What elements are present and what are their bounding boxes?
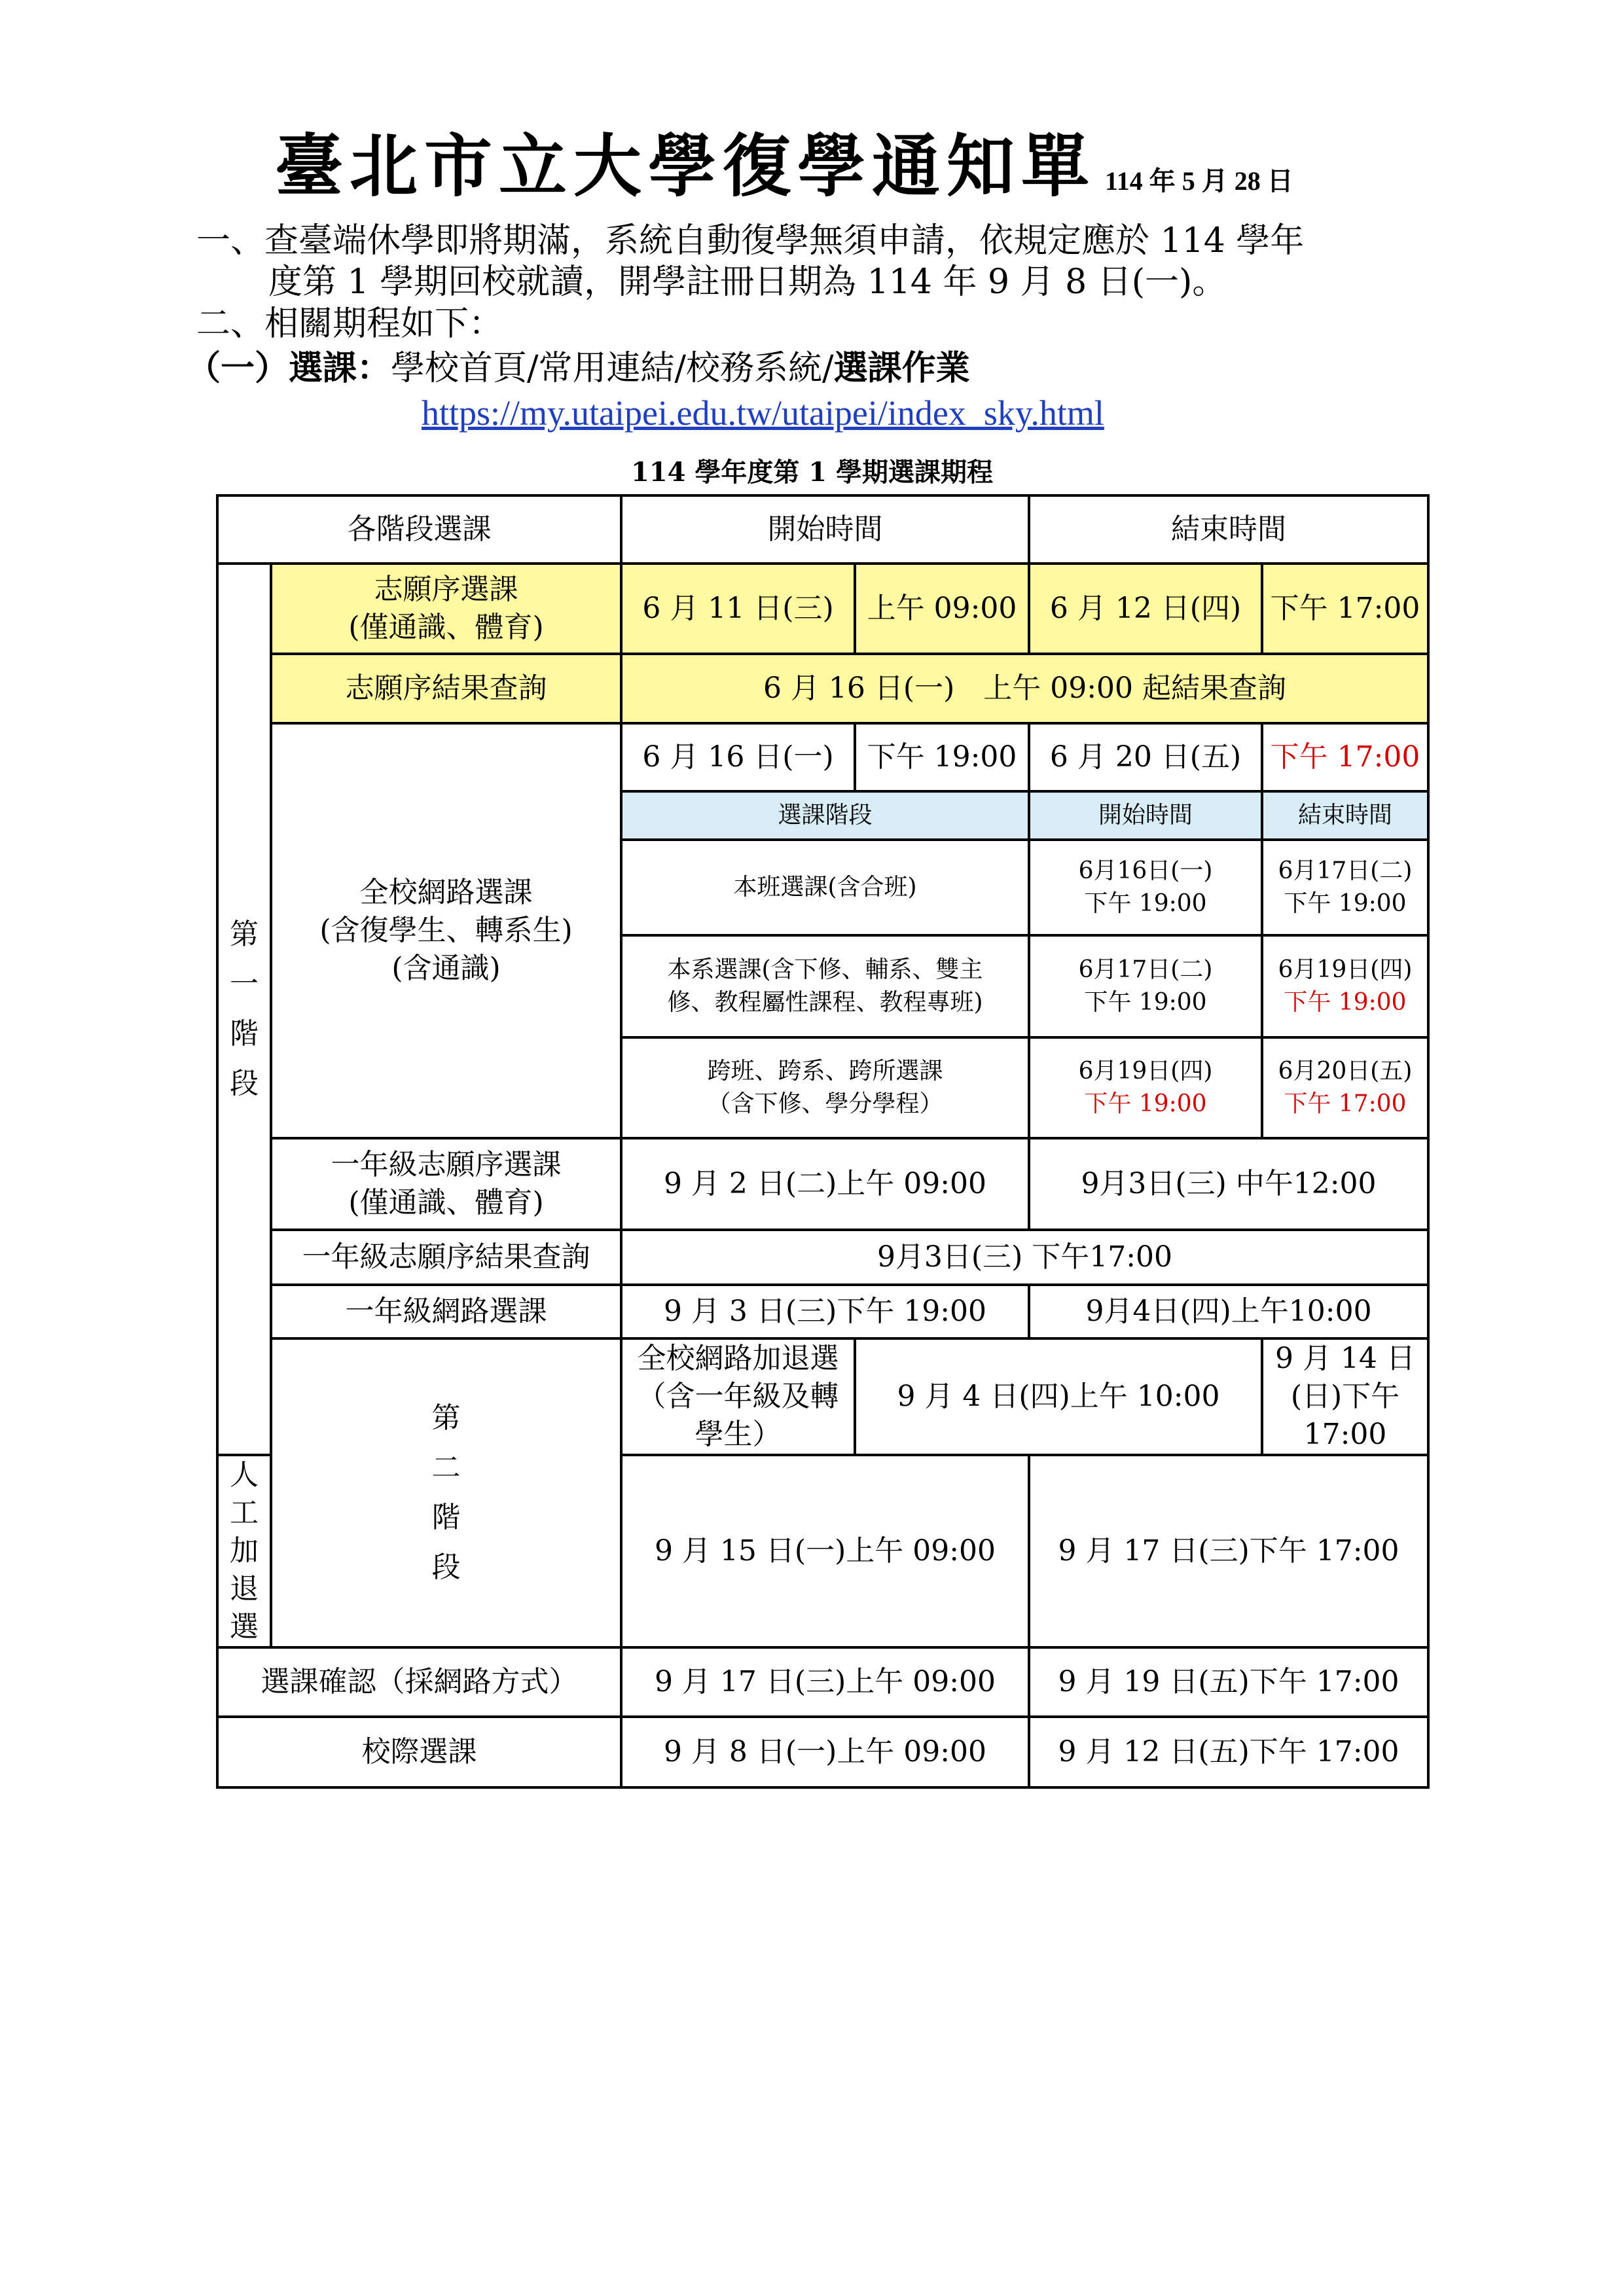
r5-label: 一年級志願序結果查詢 [271,1230,621,1285]
r7-start: 9 月 4 日(四)上午 10:00 [855,1338,1262,1455]
table-row [217,1285,1428,1338]
r6-end: 9月4日(四)上午10:00 [1029,1285,1428,1338]
s3-start-time: 下午 19:00 [1084,1090,1207,1117]
r6-label: 一年級網路選課 [271,1285,621,1338]
table-row [217,495,1428,564]
r3-start-date: 6 月 16 日(一) [621,723,855,791]
item3-bold: 選課作業 [833,348,970,388]
header-stage: 各階段選課 [217,495,621,564]
table-row [217,723,1428,791]
item3-path: 學校首頁/常用連結/校務系統/ [391,349,834,388]
table-title: 114 學年度第 1 學期選課期程 [630,457,994,488]
s2-end-time: 下午 19:00 [1284,989,1407,1016]
r10-label: 校際選課 [217,1717,621,1787]
page-title: 臺北市立大學復學通知單 [275,126,1096,206]
r1-start-time: 上午 09:00 [855,564,1029,654]
header-end: 結束時間 [1029,495,1428,564]
table-row [217,654,1428,723]
r7-label: 全校網路加退選 （含一年級及轉學生） [621,1338,855,1455]
table-row [217,1647,1428,1717]
item3 [187,347,970,390]
item3-prefix: （一）選課： [187,348,391,388]
r9-label: 選課確認（採網路方式） [217,1647,621,1717]
s3-end-date: 6月20日(五) [1278,1058,1413,1085]
r1-end-time: 下午 17:00 [1262,564,1428,654]
r3-start-time: 下午 19:00 [855,723,1029,791]
item1-line1: 一、查臺端休學即將期滿，系統自動復學無須申請，依規定應於 114 學年 [196,221,1305,260]
r3-end-time: 下午 17:00 [1262,723,1428,791]
r3-label: 全校網路選課 (含復學生、轉系生) (含通識) [271,723,621,1138]
table-row [217,564,1428,654]
s1-label: 本班選課(含合班) [621,840,1029,935]
course-selection-link[interactable]: https://my.utaipei.edu.tw/utaipei/index_sky.html [422,393,1104,433]
r8-start: 9 月 15 日(一)上午 09:00 [621,1455,1029,1647]
s3-start-date: 6月19日(四) [1078,1058,1213,1085]
sub-header-stage: 選課階段 [621,791,1029,840]
r1-label: 志願序選課 (僅通識、體育) [271,564,621,654]
r5-value: 9月3日(三) 下午17:00 [621,1230,1428,1285]
table-row [217,1138,1428,1230]
table-row [217,1230,1428,1285]
table-row [217,1717,1428,1787]
r9-start: 9 月 17 日(三)上午 09:00 [621,1647,1029,1717]
r10-start: 9 月 8 日(一)上午 09:00 [621,1717,1029,1787]
s2-end [1262,935,1428,1037]
r4-start: 9 月 2 日(二)上午 09:00 [621,1138,1029,1230]
r9-end: 9 月 19 日(五)下午 17:00 [1029,1647,1428,1717]
s3-end-time: 下午 17:00 [1284,1090,1407,1117]
schedule-table [216,494,1430,1789]
sub-header-start: 開始時間 [1029,791,1262,840]
r8-label: 人工加退選 [217,1455,271,1647]
s3-end [1262,1037,1428,1138]
r1-end-date: 6 月 12 日(四) [1029,564,1262,654]
s1-start: 6月16日(一) 下午 19:00 [1029,840,1262,935]
r8-end: 9 月 17 日(三)下午 17:00 [1029,1455,1428,1647]
notice-date: 114 年 5 月 28 日 [1105,166,1293,196]
r3-end-date: 6 月 20 日(五) [1029,723,1262,791]
s1-end: 6月17日(二) 下午 19:00 [1262,840,1428,935]
header-start: 開始時間 [621,495,1029,564]
r7-end: 9 月 14 日(日)下午 17:00 [1262,1338,1428,1455]
table-row [217,1338,1428,1455]
s3-label: 跨班、跨系、跨所選課 （含下修、學分學程） [621,1037,1029,1138]
s2-start: 6月17日(二) 下午 19:00 [1029,935,1262,1037]
s2-end-date: 6月19日(四) [1278,956,1413,983]
r4-label: 一年級志願序選課 (僅通識、體育) [271,1138,621,1230]
r10-end: 9 月 12 日(五)下午 17:00 [1029,1717,1428,1787]
r2-value: 6 月 16 日(一) 上午 09:00 起結果查詢 [621,654,1428,723]
phase-two-label: 第 二 階 段 [271,1338,621,1647]
r6-start: 9 月 3 日(三)下午 19:00 [621,1285,1029,1338]
item1-line2: 度第 1 學期回校就讀，開學註冊日期為 114 年 9 月 8 日(一)。 [268,262,1227,302]
title-row [275,111,1453,209]
r2-label: 志願序結果查詢 [271,654,621,723]
item2: 二、相關期程如下： [196,304,503,344]
r1-start-date: 6 月 11 日(三) [621,564,855,654]
r4-end: 9月3日(三) 中午12:00 [1029,1138,1428,1230]
phase-one-label: 第 一 階 段 [217,564,271,1455]
s3-start [1029,1037,1262,1138]
sub-header-end: 結束時間 [1262,791,1428,840]
s2-label: 本系選課(含下修、輔系、雙主 修、教程屬性課程、教程專班) [621,935,1029,1037]
